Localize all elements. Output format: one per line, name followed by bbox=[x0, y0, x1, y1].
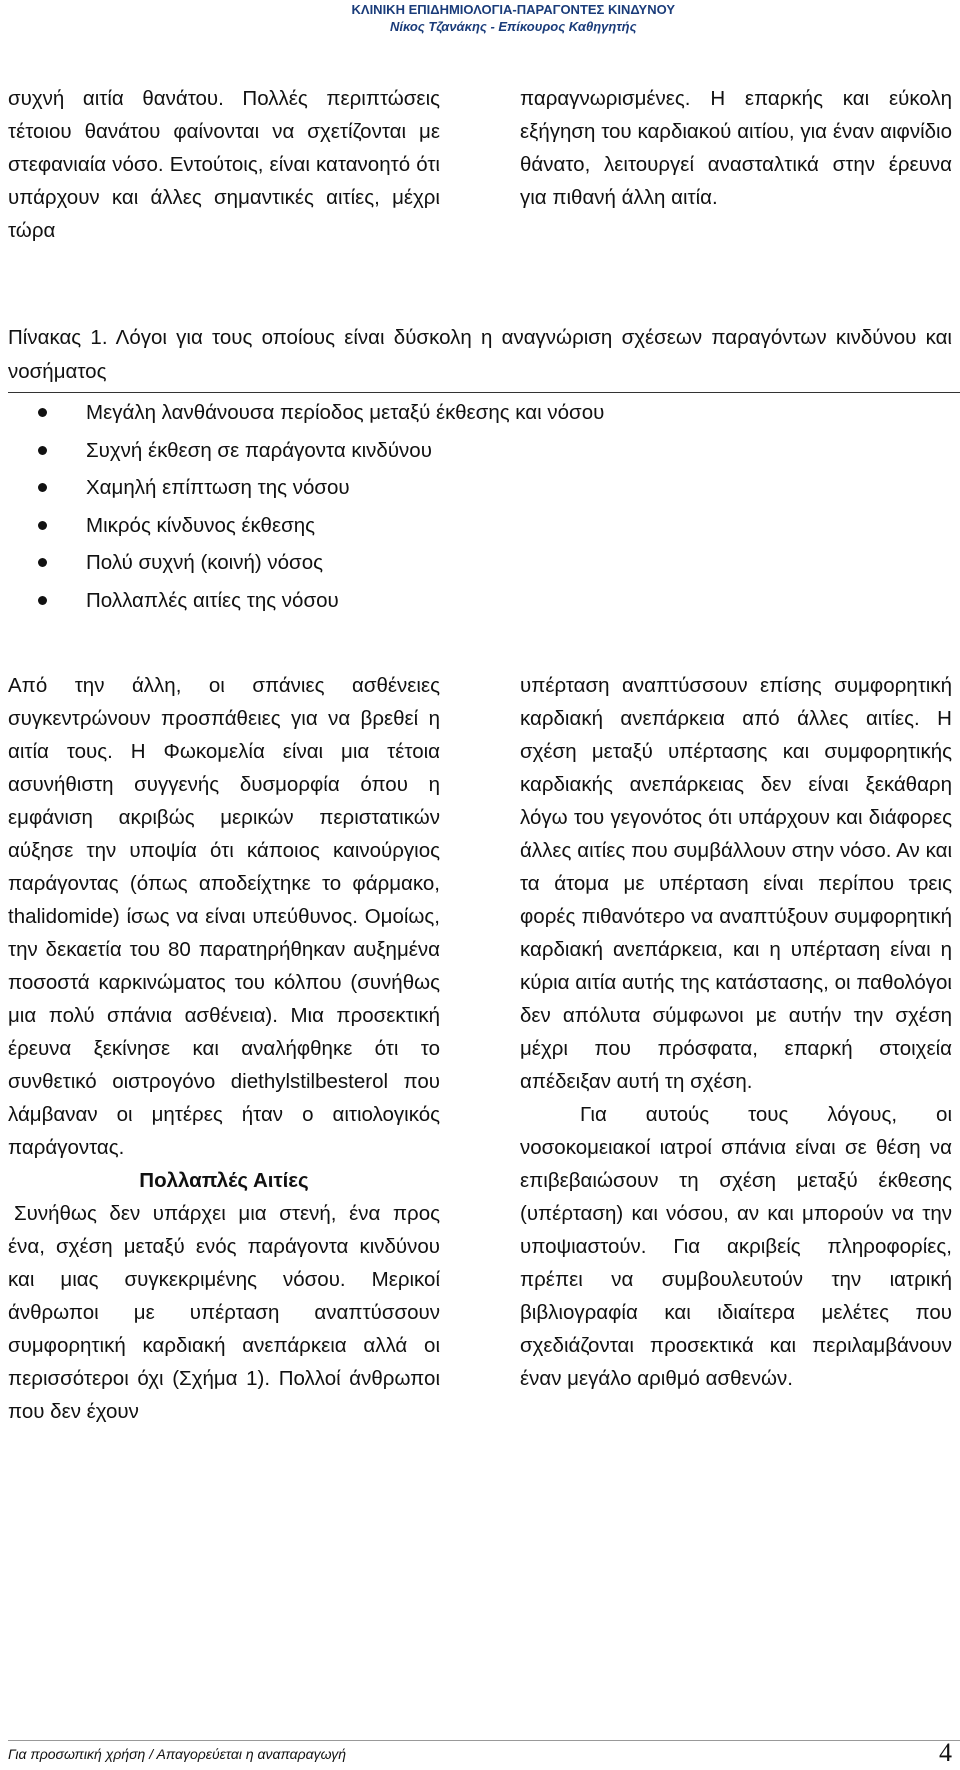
bullet-icon bbox=[38, 558, 47, 567]
bullet-icon bbox=[38, 521, 47, 530]
header-author: Νίκος Τζανάκης - Επίκουρος Καθηγητής bbox=[390, 19, 637, 34]
table-caption: Πίνακας 1. Λόγοι για τους οποίους είναι δύσκολη η αναγνώριση σχέσεων παραγόντων κινδύνου και νοσήματος bbox=[8, 326, 952, 383]
list-item: Μικρός κίνδυνος έκθεσης bbox=[38, 507, 604, 545]
list-item: Πολλαπλές αιτίες της νόσου bbox=[38, 582, 604, 620]
bullet-icon bbox=[38, 446, 47, 455]
bottom-right-paragraph-1: υπέρταση αναπτύσσουν επίσης συμφορητική καρδιακή ανεπάρκεια από άλλες αιτίες. Η σχέση μεταξύ υπέρτασης και συμφορητικής καρδιακής ανεπάρκειας δεν είναι ξεκάθαρη λόγω του γεγονότος ότι υπάρχουν και διάφορες άλλες αιτίες που συμβάλλουν στην νόσο. Αν και τα άτομα με υπέρταση είναι περίπου τρεις φορές πιθανότερο να αναπτύξουν συμφορητική καρδιακή ανεπάρκεια, και η υπέρταση είναι η κύρια αιτία αυτής της κατάστασης, οι παθολόγοι δεν απόλυτα σύμφωνοι με αυτήν την σχέση μέχρι που πρόσφατα, επαρκή στοιχεία απέδειξαν αυτή τη σχέση. bbox=[520, 674, 952, 1093]
top-left-paragraph: συχνή αιτία θανάτου. Πολλές περιπτώσεις τέτοιου θανάτου φαίνονται να σχετίζονται με στεφανιαία νόσο. Εντούτοις, είναι κατανοητό ότι υπάρχουν και άλλες σημαντικές αιτίες, μέχρι τώρα bbox=[8, 87, 440, 242]
page-header bbox=[352, 0, 675, 35]
top-left-column bbox=[8, 82, 440, 247]
bullet-icon bbox=[38, 596, 47, 605]
bottom-left-column bbox=[8, 669, 440, 1428]
top-right-column bbox=[520, 82, 952, 214]
top-right-paragraph: παραγνωρισμένες. Η επαρκής και εύκολη εξήγηση του καρδιακού αιτίου, για έναν αιφνίδιο θάνατο, λειτουργεί ανασταλτικά στην έρευνα για πιθανή άλλη αιτία. bbox=[520, 87, 952, 209]
page-number: 4 bbox=[939, 1738, 952, 1767]
list-item: Μεγάλη λανθάνουσα περίοδος μεταξύ έκθεσης και νόσου bbox=[38, 394, 604, 432]
footer-divider bbox=[8, 1740, 960, 1741]
bottom-left-paragraph-1: Από την άλλη, οι σπάνιες ασθένειες συγκεντρώνουν προσπάθειες για να βρεθεί η αιτία τους. Η Φωκομελία είναι μια τέτοια ασυνήθιστη συγγενής δυσμορφία όπου η εμφάνιση ακριβώς μερικών περιστατικών αύξησε την υποψία ότι κάποιος καινούργιος παράγοντας (όπως αποδείχτηκε το φάρμακο, thalidomide) ίσως να είναι υπεύθυνος. Ομοίως, την δεκαετία του 80 παρατηρήθηκαν αυξημένα ποσοστά καρκινώματος του κόλπου (συνήθως μια πολύ σπάνια ασθένεια). Μια προσεκτική έρευνα ξεκίνησε και αναλήφθηκε ότι το συνθετικό οιστρογόνο diethylstilbesterol που λάμβαναν οι μητέρες ήταν ο αιτιολογικός παράγοντας. bbox=[8, 674, 440, 1159]
section-heading: Πολλαπλές Αιτίες bbox=[139, 1169, 309, 1192]
table-list bbox=[38, 394, 604, 619]
list-item: Χαμηλή επίπτωση της νόσου bbox=[38, 469, 604, 507]
bottom-right-column bbox=[520, 669, 952, 1395]
header-title: ΚΛΙΝΙΚΗ ΕΠΙΔΗΜΙΟΛΟΓΙΑ-ΠΑΡΑΓΟΝΤΕΣ ΚΙΝΔΥΝΟΥ bbox=[351, 2, 675, 17]
bullet-icon bbox=[38, 408, 47, 417]
list-item: Συχνή έκθεση σε παράγοντα κινδύνου bbox=[38, 432, 604, 470]
bullet-icon bbox=[38, 483, 47, 492]
bottom-right-paragraph-2: Για αυτούς τους λόγους, οι νοσοκομειακοί ιατροί σπάνια είναι σε θέση να επιβεβαιώσουν τη σχέση μεταξύ έκθεσης (υπέρταση) και νόσου, αν και μπορούν να την υποψιαστούν. Για ακριβείς πληροφορίες, πρέπει να συμβουλευτούν την ιατρική βιβλιογραφία και ιδιαίτερα μελέτες που σχεδιάζονται προσεκτικά και περιλαμβάνουν έναν μεγάλο αριθμό ασθενών. bbox=[520, 1103, 952, 1390]
list-item: Πολύ συχνή (κοινή) νόσος bbox=[38, 544, 604, 582]
footer-notice: Για προσωπική χρήση / Απαγορεύεται η αναπαραγωγή bbox=[8, 1746, 347, 1762]
table-divider bbox=[8, 392, 960, 393]
bottom-left-paragraph-2: Συνήθως δεν υπάρχει μια στενή, ένα προς ένα, σχέση μεταξύ ενός παράγοντα κινδύνου και μιας συγκεκριμένης νόσου. Μερικοί άνθρωποι με υπέρταση αναπτύσσουν συμφορητική καρδιακή ανεπάρκεια αλλά οι περισσότεροι όχι (Σχήμα 1). Πολλοί άνθρωποι που δεν έχουν bbox=[8, 1202, 440, 1423]
